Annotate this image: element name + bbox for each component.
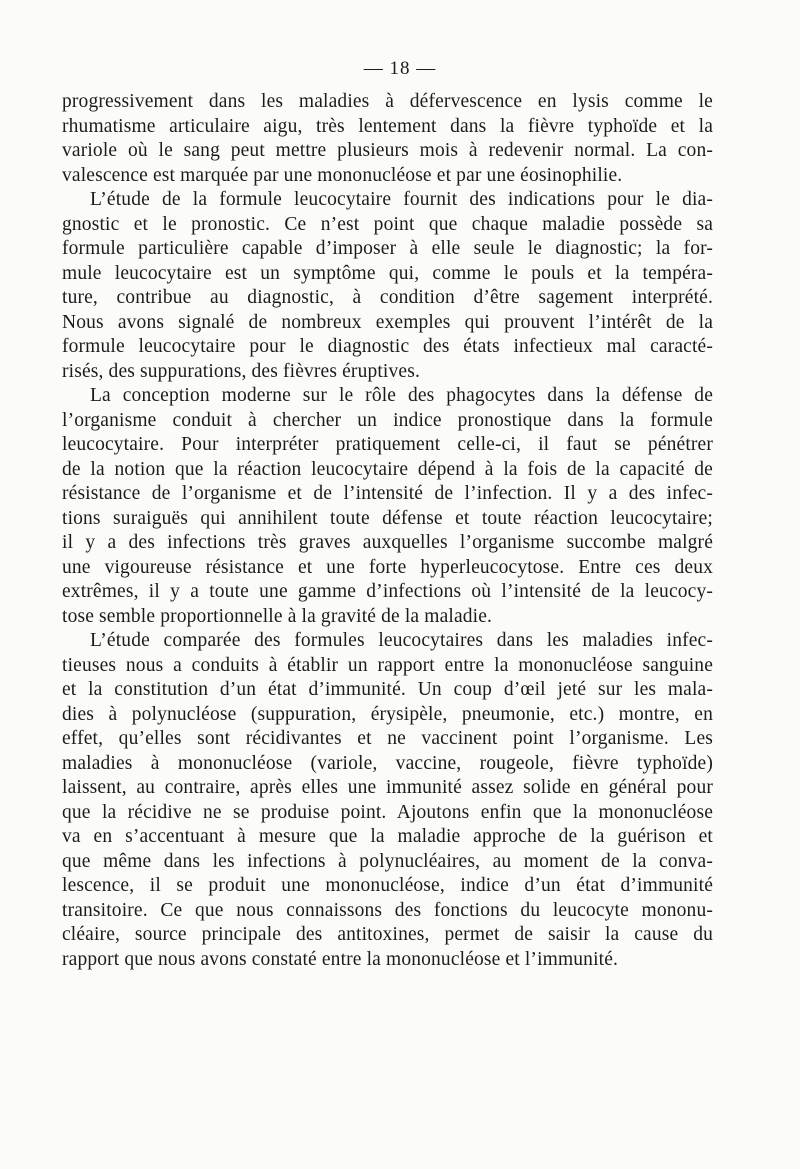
text-line: que la récidive ne se produise point. Ajoutons enfin que la mononucléose bbox=[62, 801, 713, 823]
text-line: Nous avons signalé de nombreux exemples qui prouvent l’intérêt de la bbox=[62, 311, 713, 333]
text-line: tions suraiguës qui annihilent toute défense et toute réaction leucocytaire; bbox=[62, 507, 713, 529]
text-line: formule particulière capable d’imposer à elle seule le diagnostic; la for- bbox=[62, 238, 713, 259]
text-line: résistance de l’organisme et de l’intensité de l’infection. Il y a des infec- bbox=[62, 483, 713, 504]
text-line: l’organisme conduit à chercher un indice pronostique dans la formule bbox=[62, 409, 713, 431]
text-line: risés, des suppurations, des fièvres éruptives. bbox=[62, 360, 420, 382]
page-number: — 18 — bbox=[363, 58, 437, 79]
text-line: que même dans les infections à polynucléaires, au moment de la conva- bbox=[62, 850, 713, 872]
text-line: variole où le sang peut mettre plusieurs mois à redevenir normal. La con- bbox=[62, 140, 713, 161]
paragraph bbox=[62, 384, 713, 629]
paragraph bbox=[62, 90, 713, 188]
text-line: rapport que nous avons constaté entre la mononucléose et l’immunité. bbox=[62, 948, 619, 970]
text-line: laissent, au contraire, après elles une immunité assez solide en général pour bbox=[62, 777, 713, 798]
text-line: formule leucocytaire pour le diagnostic des états infectieux mal caracté- bbox=[62, 336, 713, 357]
text-line: de la notion que la réaction leucocytaire dépend à la fois de la capacité de bbox=[62, 458, 713, 480]
text-line: rhumatisme articulaire aigu, très lentement dans la fièvre typhoïde et la bbox=[62, 115, 713, 137]
paragraph bbox=[62, 188, 713, 384]
text-line: tieuses nous a conduits à établir un rapport entre la mononucléose sanguine bbox=[62, 654, 713, 676]
text-line: progressivement dans les maladies à défervescence en lysis comme le bbox=[62, 91, 713, 112]
text-line: La conception moderne sur le rôle des phagocytes dans la défense de bbox=[90, 385, 713, 406]
text-line: leucocytaire. Pour interpréter pratiquement celle-ci, il faut se pénétrer bbox=[62, 434, 713, 455]
text-line: dies à polynucléose (suppuration, érysipèle, pneumonie, etc.) montre, en bbox=[62, 703, 713, 725]
text-line: mule leucocytaire est un symptôme qui, comme le pouls et la tempéra- bbox=[62, 262, 713, 284]
paragraph bbox=[62, 629, 713, 972]
text-line: L’étude de la formule leucocytaire fournit des indications pour le dia- bbox=[90, 189, 713, 210]
text-line: maladies à mononucléose (variole, vaccine, rougeole, fièvre typhoïde) bbox=[62, 752, 713, 774]
text-line: gnostic et le pronostic. Ce n’est point que chaque maladie possède sa bbox=[62, 213, 713, 235]
body-text bbox=[62, 90, 713, 972]
text-line: va en s’accentuant à mesure que la maladie approche de la guérison et bbox=[62, 826, 713, 847]
text-line: tose semble proportionnelle à la gravité de la maladie. bbox=[62, 605, 493, 627]
text-line: L’étude comparée des formules leucocytaires dans les maladies infec- bbox=[90, 630, 713, 651]
text-line: ture, contribue au diagnostic, à condition d’être sagement interprété. bbox=[62, 287, 713, 308]
text-line: transitoire. Ce que nous connaissons des fonctions du leucocyte mononu- bbox=[62, 899, 713, 921]
text-line: cléaire, source principale des antitoxines, permet de saisir la cause du bbox=[62, 924, 713, 945]
text-line: effet, qu’elles sont récidivantes et ne vaccinent point l’organisme. Les bbox=[62, 728, 713, 749]
text-line: il y a des infections très graves auxquelles l’organisme succombe malgré bbox=[62, 532, 713, 553]
text-line: valescence est marquée par une mononucléose et par une éosinophilie. bbox=[62, 164, 623, 186]
text-line: extrêmes, il y a toute une gamme d’infections où l’intensité de la leucocy- bbox=[62, 581, 713, 602]
text-line: une vigoureuse résistance et une forte hyperleucocytose. Entre ces deux bbox=[62, 556, 713, 578]
text-line: lescence, il se produit une mononucléose, indice d’un état d’immunité bbox=[62, 875, 713, 896]
text-line: et la constitution d’un état d’immunité. Un coup d’œil jeté sur les mala- bbox=[62, 679, 713, 700]
